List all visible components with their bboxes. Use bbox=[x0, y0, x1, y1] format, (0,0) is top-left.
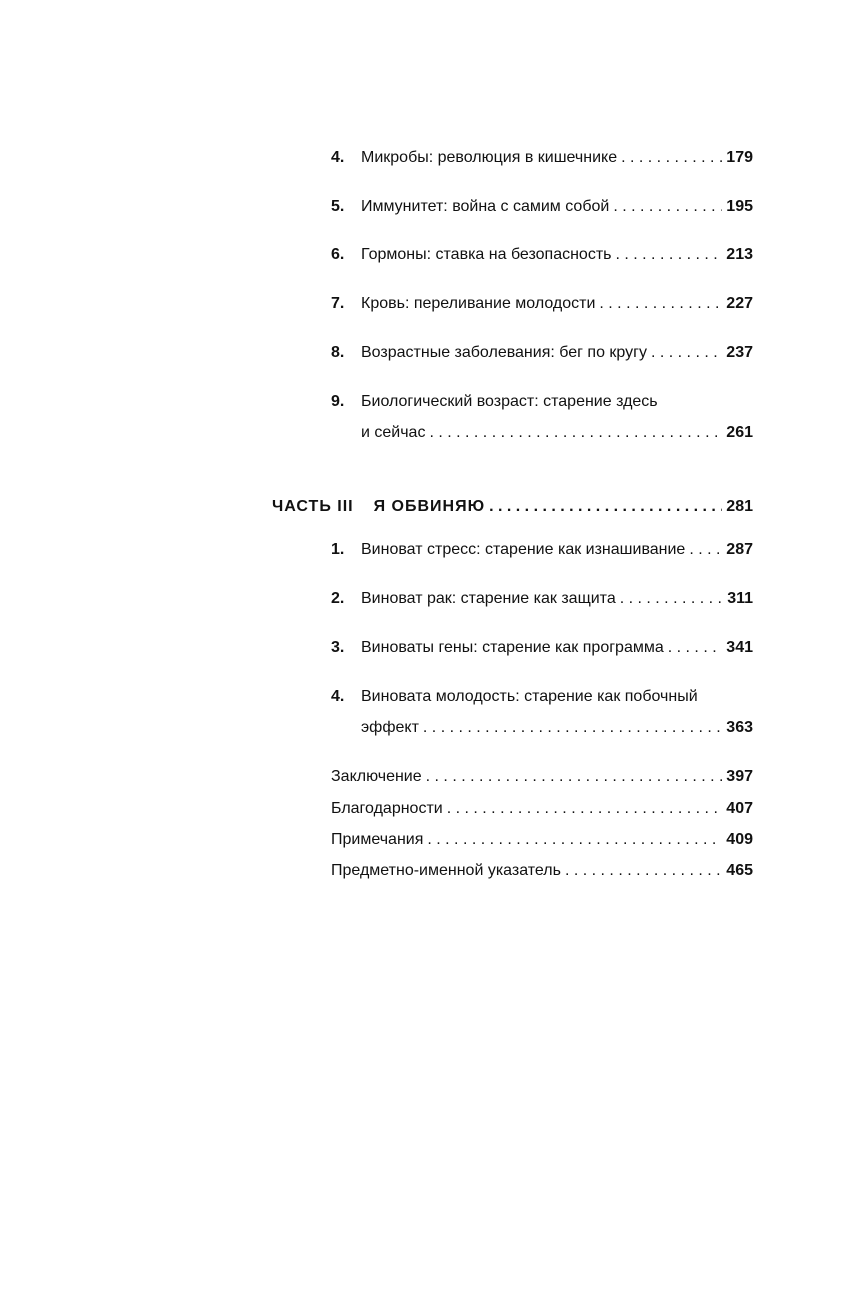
dot-leader bbox=[668, 638, 723, 658]
chapter-title: Микробы: революция в кишечнике bbox=[361, 149, 618, 166]
dot-leader bbox=[651, 343, 722, 363]
toc-entry[interactable] bbox=[331, 392, 753, 444]
page-number: 281 bbox=[726, 498, 753, 515]
chapter-title: Виноват рак: старение как защита bbox=[361, 590, 616, 607]
page-number: 465 bbox=[726, 862, 753, 879]
chapter-number: 7. bbox=[331, 295, 345, 312]
chapter-title: Виноват стресс: старение как изнашивание bbox=[361, 541, 686, 558]
dot-leader bbox=[426, 767, 723, 787]
part-label: ЧАСТЬ III bbox=[272, 498, 354, 515]
chapter-title-line2: и сейчас bbox=[361, 424, 426, 441]
dot-leader bbox=[689, 540, 722, 560]
chapter-title: Кровь: переливание молодости bbox=[361, 295, 596, 312]
page-number: 407 bbox=[726, 800, 753, 817]
page-number: 195 bbox=[726, 198, 753, 215]
page-number: 287 bbox=[726, 541, 753, 558]
dot-leader bbox=[621, 148, 722, 168]
section-title: Заключение bbox=[331, 768, 422, 785]
toc-entry-back-matter[interactable] bbox=[331, 830, 753, 850]
part-heading[interactable] bbox=[272, 497, 753, 517]
toc-entry[interactable] bbox=[331, 687, 753, 739]
dot-leader bbox=[613, 197, 722, 217]
section-title: Предметно-именной указатель bbox=[331, 862, 561, 879]
chapter-number: 5. bbox=[331, 198, 345, 215]
chapter-title-line1: Биологический возраст: старение здесь bbox=[361, 393, 658, 410]
chapter-number: 4. bbox=[331, 688, 345, 705]
part-title: Я ОБВИНЯЮ bbox=[373, 498, 486, 515]
dot-leader bbox=[620, 589, 723, 609]
page-number: 397 bbox=[726, 768, 753, 785]
chapter-title-line1: Виновата молодость: старение как побочный bbox=[361, 688, 698, 705]
chapter-title: Возрастные заболевания: бег по кругу bbox=[361, 344, 647, 361]
toc-entry-back-matter[interactable] bbox=[331, 861, 753, 881]
section-title: Примечания bbox=[331, 831, 424, 848]
page-number: 261 bbox=[726, 424, 753, 441]
toc-entry-back-matter[interactable] bbox=[331, 799, 753, 819]
dot-leader bbox=[429, 423, 722, 443]
chapter-number: 8. bbox=[331, 344, 345, 361]
dot-leader bbox=[615, 245, 722, 265]
chapter-title: Гормоны: ставка на безопасность bbox=[361, 246, 612, 263]
chapter-number: 3. bbox=[331, 639, 345, 656]
chapter-number: 2. bbox=[331, 590, 345, 607]
dot-leader bbox=[599, 294, 722, 314]
chapter-title-line2: эффект bbox=[361, 719, 419, 736]
dot-leader bbox=[489, 497, 722, 517]
page-number: 213 bbox=[726, 246, 753, 263]
toc-entry-back-matter[interactable] bbox=[331, 767, 753, 787]
chapter-number: 1. bbox=[331, 541, 345, 558]
page-number: 179 bbox=[726, 149, 753, 166]
page-number: 341 bbox=[726, 639, 753, 656]
section-title: Благодарности bbox=[331, 800, 443, 817]
page-number: 227 bbox=[726, 295, 753, 312]
chapter-title: Виноваты гены: старение как программа bbox=[361, 639, 664, 656]
dot-leader bbox=[423, 718, 722, 738]
page-number: 237 bbox=[726, 344, 753, 361]
page-number: 363 bbox=[726, 719, 753, 736]
chapter-number: 9. bbox=[331, 393, 345, 410]
dot-leader bbox=[565, 861, 722, 881]
chapter-number: 6. bbox=[331, 246, 345, 263]
page-number: 311 bbox=[727, 590, 753, 607]
page-number: 409 bbox=[726, 831, 753, 848]
dot-leader bbox=[427, 830, 722, 850]
chapter-number: 4. bbox=[331, 149, 345, 166]
chapter-title: Иммунитет: война с самим собой bbox=[361, 198, 610, 215]
dot-leader bbox=[447, 799, 723, 819]
